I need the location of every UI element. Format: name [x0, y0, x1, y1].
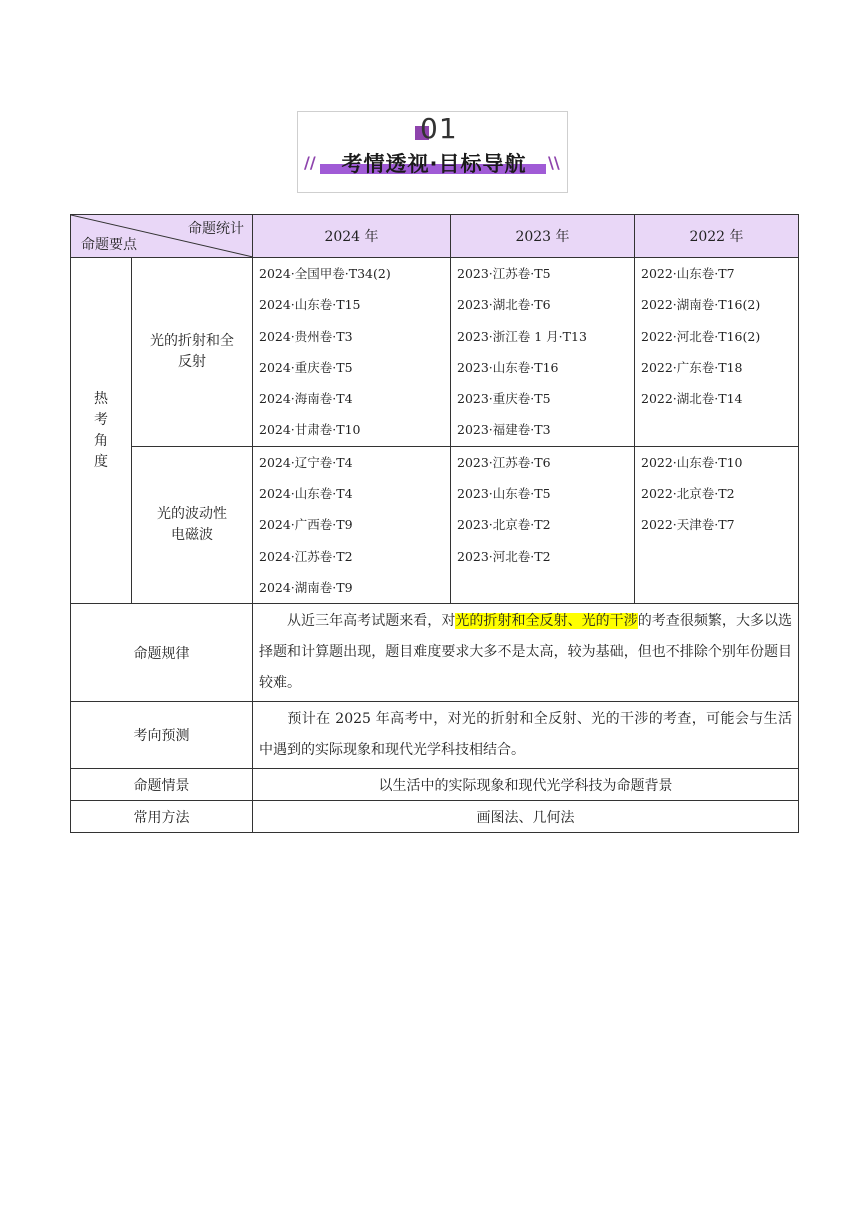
- refraction-2022-list: [635, 258, 799, 447]
- hot-label-char: 度: [94, 453, 108, 470]
- list-item: 2023·北京卷·T2: [457, 517, 551, 533]
- refraction-2023-list: [451, 258, 635, 447]
- list-item: 2024·贵州卷·T3: [259, 328, 353, 344]
- refraction-2024-list: [253, 258, 451, 447]
- section-banner: [297, 111, 568, 193]
- list-item: 2022·北京卷·T2: [641, 486, 735, 502]
- topic-line: 光的折射和全: [150, 332, 234, 349]
- forecast-body: 预计在 2025 年高考中，对光的折射和全反射、光的干涉的考查，可能会与生活中遇到的实际现象和现代光学科技相结合。: [259, 711, 792, 759]
- wave-2022-list: [635, 446, 799, 603]
- rule-text-after: 的考查很频繁，大多以选择题和计算题出现，题目难度要求大多不是太高，较为基础，但也不排除个别年份题目较难。: [259, 613, 793, 692]
- method-label: 常用方法: [71, 801, 253, 833]
- list-item: 2023·山东卷·T16: [457, 359, 559, 375]
- list-item: 2023·福建卷·T3: [457, 422, 551, 438]
- list-item: 2023·重庆卷·T5: [457, 391, 551, 407]
- slash-right-decoration: \\: [548, 153, 560, 172]
- rule-label: 命题规律: [71, 604, 253, 702]
- list-item: 2024·辽宁卷·T4: [259, 454, 353, 470]
- hot-label-char: 角: [94, 432, 108, 449]
- year-header-2023: 2023 年: [451, 215, 635, 258]
- wave-2024-list: [253, 446, 451, 603]
- section-number: 01: [420, 112, 458, 145]
- rule-text: [253, 604, 799, 702]
- list-item: 2024·广西卷·T9: [259, 517, 353, 533]
- list-item: 2023·河北卷·T2: [457, 548, 551, 564]
- list-item: 2024·重庆卷·T5: [259, 359, 353, 375]
- rule-text-before: 从近三年高考试题来看，对: [287, 613, 456, 630]
- list-item: 2024·山东卷·T4: [259, 486, 353, 502]
- topic-refraction: [132, 258, 253, 447]
- corner-label-points: 命题要点: [81, 237, 137, 253]
- year-header-2022: 2022 年: [635, 215, 799, 258]
- list-item: 2024·海南卷·T4: [259, 391, 353, 407]
- list-item: 2023·湖北卷·T6: [457, 297, 551, 313]
- list-item: 2023·江苏卷·T6: [457, 454, 551, 470]
- hot-topics-label: [71, 258, 132, 604]
- slash-left-decoration: //: [304, 153, 316, 172]
- list-item: 2024·江苏卷·T2: [259, 548, 353, 564]
- scene-text: 以生活中的实际现象和现代光学科技为命题背景: [253, 769, 799, 801]
- list-item: 2022·湖北卷·T14: [641, 391, 743, 407]
- topic-line: 光的波动性: [157, 506, 227, 523]
- list-item: 2022·河北卷·T16(2): [641, 328, 761, 344]
- forecast-label: 考向预测: [71, 702, 253, 769]
- topic-line: 电磁波: [171, 527, 213, 544]
- topic-wave-optics: [132, 446, 253, 603]
- list-item: 2022·湖南卷·T16(2): [641, 297, 761, 313]
- section-title: 考情透视·目标导航: [341, 152, 527, 176]
- year-header-2024: 2024 年: [253, 215, 451, 258]
- corner-label-stats: 命题统计: [188, 221, 244, 237]
- scene-label: 命题情景: [71, 769, 253, 801]
- rule-highlight: 光的折射和全反射、光的干涉: [455, 613, 638, 630]
- list-item: 2022·广东卷·T18: [641, 359, 743, 375]
- list-item: 2024·甘肃卷·T10: [259, 422, 361, 438]
- corner-header-cell: [71, 215, 253, 258]
- list-item: 2024·全国甲卷·T34(2): [259, 266, 391, 281]
- exam-analysis-table: [70, 214, 799, 833]
- list-item: 2023·浙江卷 1 月·T13: [457, 328, 587, 344]
- list-item: 2022·天津卷·T7: [641, 517, 735, 533]
- list-item: 2022·山东卷·T10: [641, 454, 743, 470]
- list-item: 2024·山东卷·T15: [259, 297, 361, 313]
- list-item: 2022·山东卷·T7: [641, 266, 735, 281]
- list-item: 2024·湖南卷·T9: [259, 579, 353, 595]
- forecast-text: [253, 702, 799, 769]
- method-text: 画图法、几何法: [253, 801, 799, 833]
- hot-label-char: 热: [94, 390, 108, 407]
- list-item: 2023·山东卷·T5: [457, 486, 551, 502]
- wave-2023-list: [451, 446, 635, 603]
- topic-line: 反射: [178, 353, 206, 370]
- hot-label-char: 考: [94, 411, 108, 428]
- list-item: 2023·江苏卷·T5: [457, 266, 551, 281]
